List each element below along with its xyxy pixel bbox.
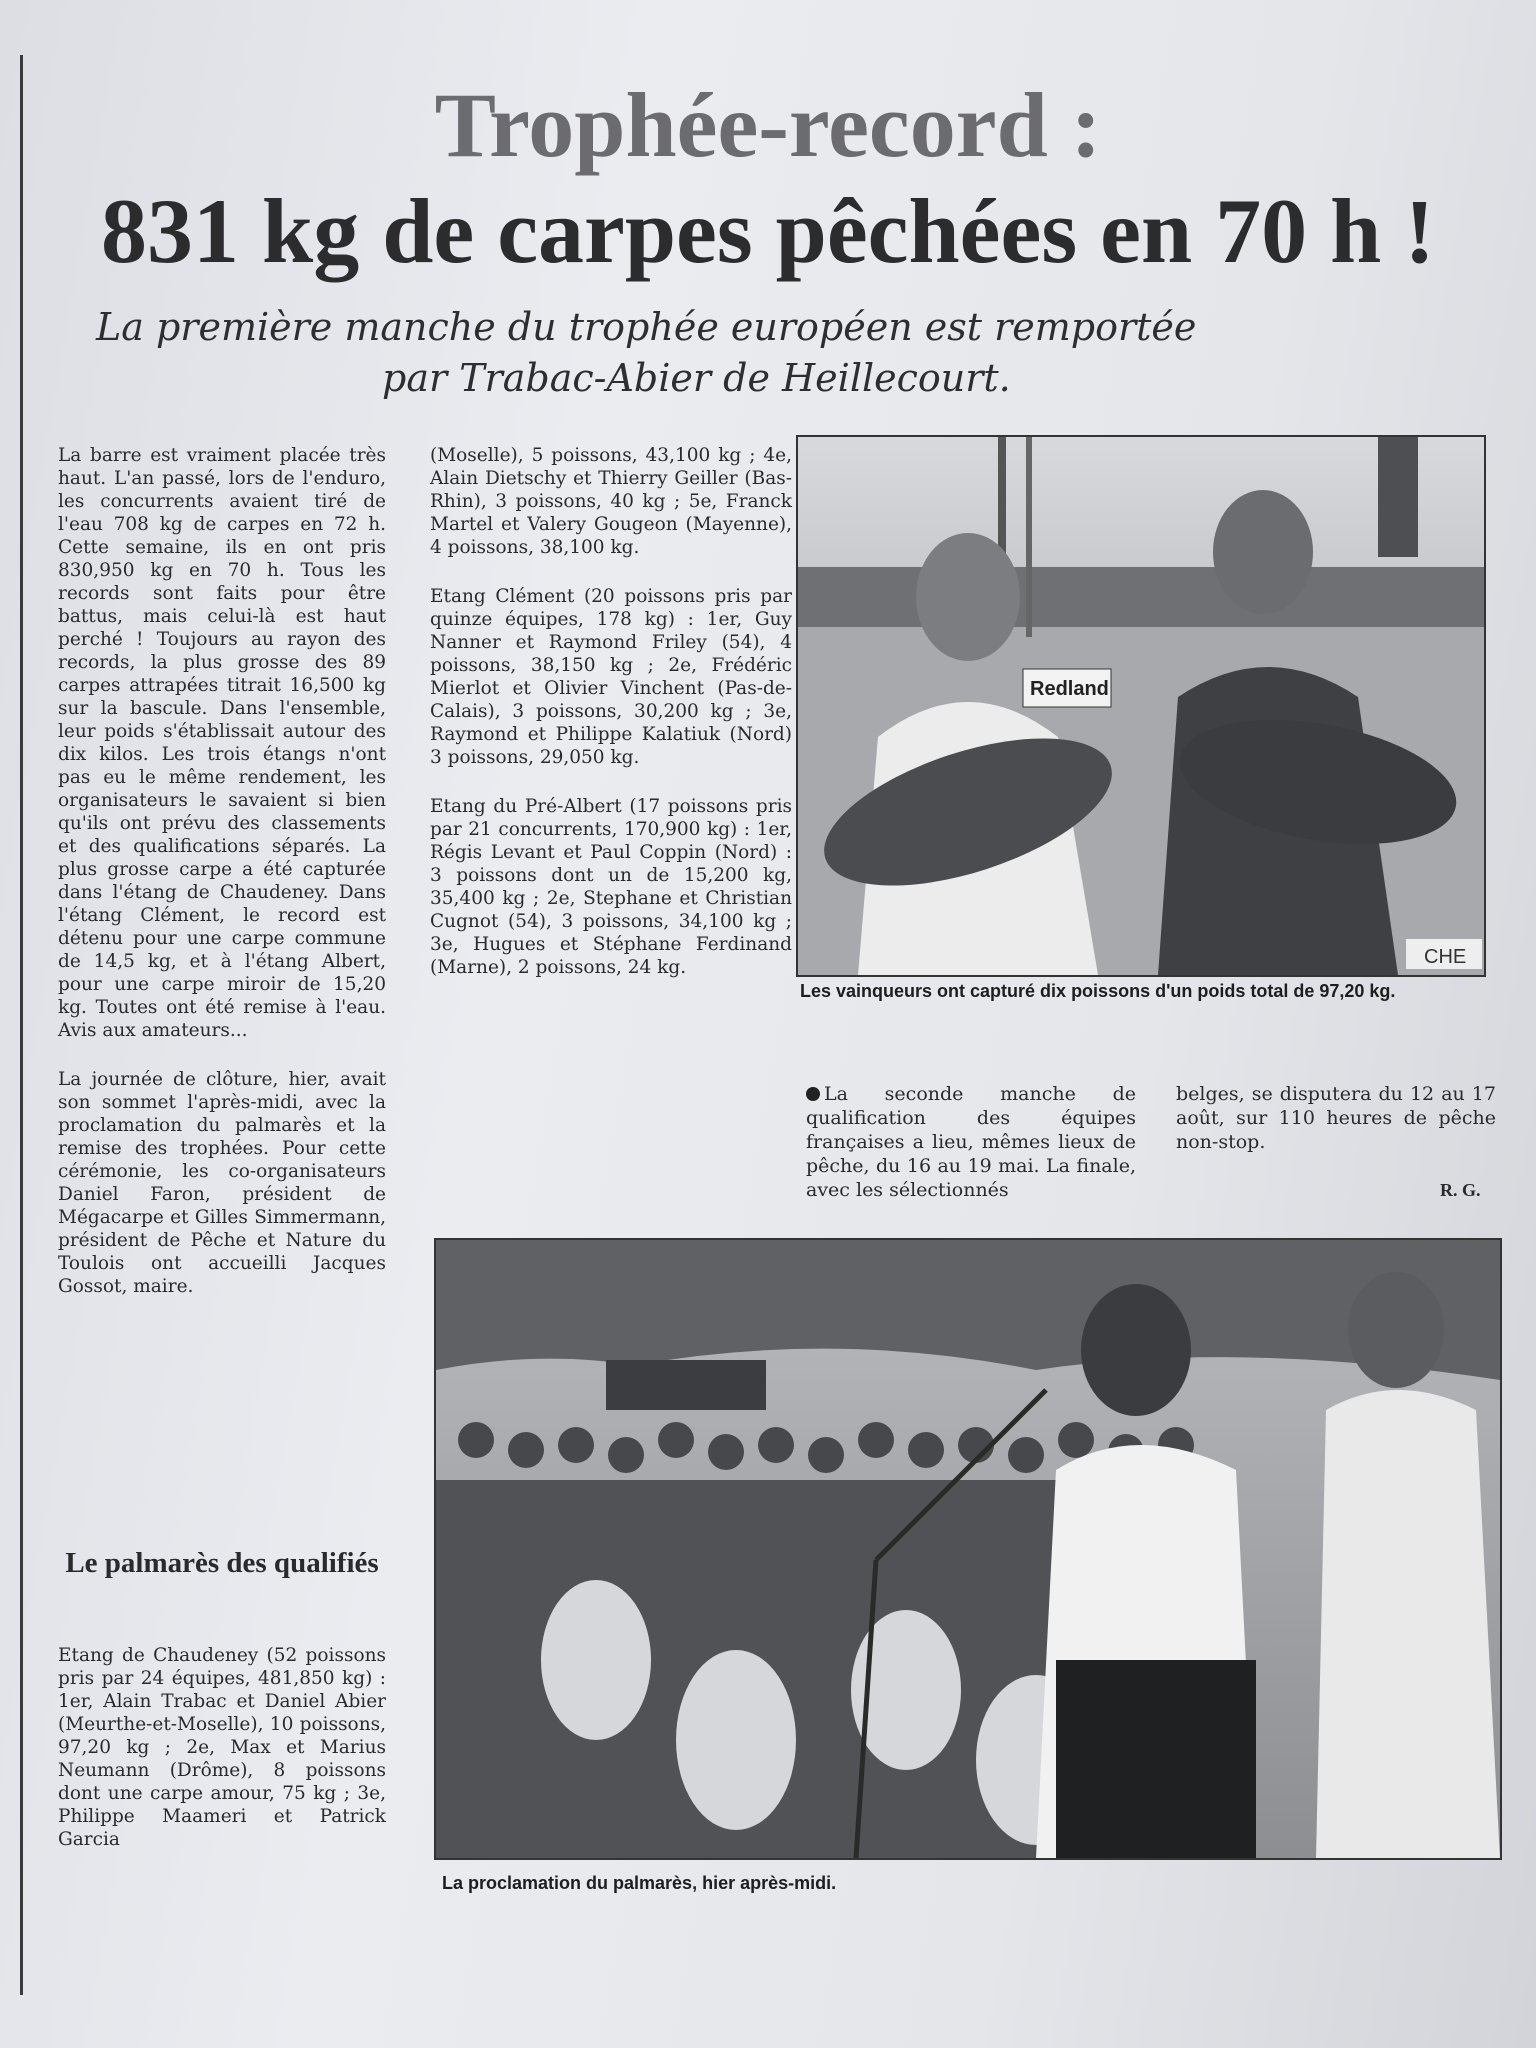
palmares-heading: Le palmarès des qualifiés [65,1547,379,1579]
paragraph-intro: La barre est vraiment placée très haut. L'an passé, lors de l'enduro, les concurrents avaient tiré de l'eau 708 kg de carpes en 72 h. Cette semaine, ils en ont pris 830,950 kg en 70 h. Tous les records sont faits pour être battus, mais celui-là est haut perché ! Toujours au rayon des records, la plus grosse des 89 carpes attrapées titrait 16,500 kg sur la bascule. Dans l'ensemble, leur poids s'établissait autour des dix kilos. Les trois étangs n'ont pas eu le même rendement, les organisateurs le savaient si bien qu'ils ont prévu des classements et des qualifications séparés. La plus grosse carpe a été capturée dans l'étang de Chaudeney. Dans l'étang Clément, le record est détenu pour une carpe commune de 14,5 kg, et à l'étang Albert, pour une carpe miroir de 15,20 kg. Toutes ont été remise à l'eau. Avis aux amateurs... [58,445,386,1041]
second-round-text: La seconde manche de qualification des équipes françaises a lieu, mêmes lieux de pêche, du 16 au 19 mai. La finale, avec les sélectionnés [806,1083,1136,1201]
paragraph-chaudeney-continued: (Moselle), 5 poissons, 43,100 kg ; 4e, Alain Dietschy et Thierry Geiller (Bas-Rhin), 3 poissons, 40 kg ; 5e, Franck Martel et Valery Gougeon (Mayenne), 4 poissons, 38,100 kg. [430,445,792,558]
paragraph-clement-results: Etang Clément (20 poissons pris par quinze équipes, 178 kg) : 1er, Guy Nanner et Raymond Friley (54), 4 poissons, 38,150 kg ; 2e, Frédéric Mierlot et Olivier Vinchent (Pas-de-Calais), 3 poissons, 30,200 kg ; 3e, Raymond et Philippe Kalatiuk (Nord) 3 poissons, 29,050 kg. [430,586,792,768]
headline-line-2: 831 kg de carpes pêchées en 70 h ! [101,180,1435,282]
winners-photo [796,435,1486,977]
subheadline-line-2: par Trabac-Abier de Heillecourt. [382,356,1011,400]
article-column-2 [430,444,792,1005]
second-round-paragraph-continued: belges, se disputera du 12 au 17 août, sur 110 heures de pêche non-stop. [1176,1083,1496,1153]
ceremony-photo [434,1238,1502,1860]
headline-line-1: Trophée-record : [434,74,1102,176]
ceremony-photo-caption: La proclamation du palmarès, hier après-midi. [442,1873,837,1893]
bullet-icon [806,1087,820,1101]
second-round-paragraph [806,1082,1136,1202]
paragraph-pre-albert-results: Etang du Pré-Albert (17 poissons pris par 21 concurrents, 170,900 kg) : 1er, Régis Levant et Paul Coppin (Nord) : 3 poissons dont un de 15,200 kg, 35,400 kg ; 2e, Stephane et Christian Cugnot (54), 3 poissons, 34,100 kg ; 3e, Hugues et Stéphane Ferdinand (Marne), 2 poissons, 24 kg. [430,796,792,978]
article-column-1 [58,444,386,1324]
ceremony-photo-image [436,1240,1500,1858]
redland-sign: Redland [1030,678,1109,700]
peche-sign-fragment: CHE [1424,946,1467,968]
author-signature: R. G. [1440,1180,1481,1200]
winners-photo-caption: Les vainqueurs ont capturé dix poissons d'un poids total de 97,20 kg. [800,981,1396,1001]
left-margin-rule [20,55,23,1995]
article-column-1-results [58,1644,386,1877]
paragraph-chaudeney-results: Etang de Chaudeney (52 poissons pris par 24 équipes, 481,850 kg) : 1er, Alain Trabac et Daniel Abier (Meurthe-et-Moselle), 10 poissons, 97,20 kg ; 2e, Max et Marius Neumann (Drôme), 8 poissons dont une carpe amour, 75 kg ; 3e, Philippe Maameri et Patrick Garcia [58,1645,386,1850]
paragraph-ceremony: La journée de clôture, hier, avait son sommet l'après-midi, avec la proclamation du palmarès et la remise des trophées. Pour cette cérémonie, les co-organisateurs Daniel Faron, président de Mégacarpe et Gilles Simmermann, président de Pêche et Nature du Toulois ont accueilli Jacques Gossot, maire. [58,1069,386,1297]
winners-photo-image [798,437,1484,975]
subheadline-line-1: La première manche du trophée européen est remportée [96,305,1197,349]
